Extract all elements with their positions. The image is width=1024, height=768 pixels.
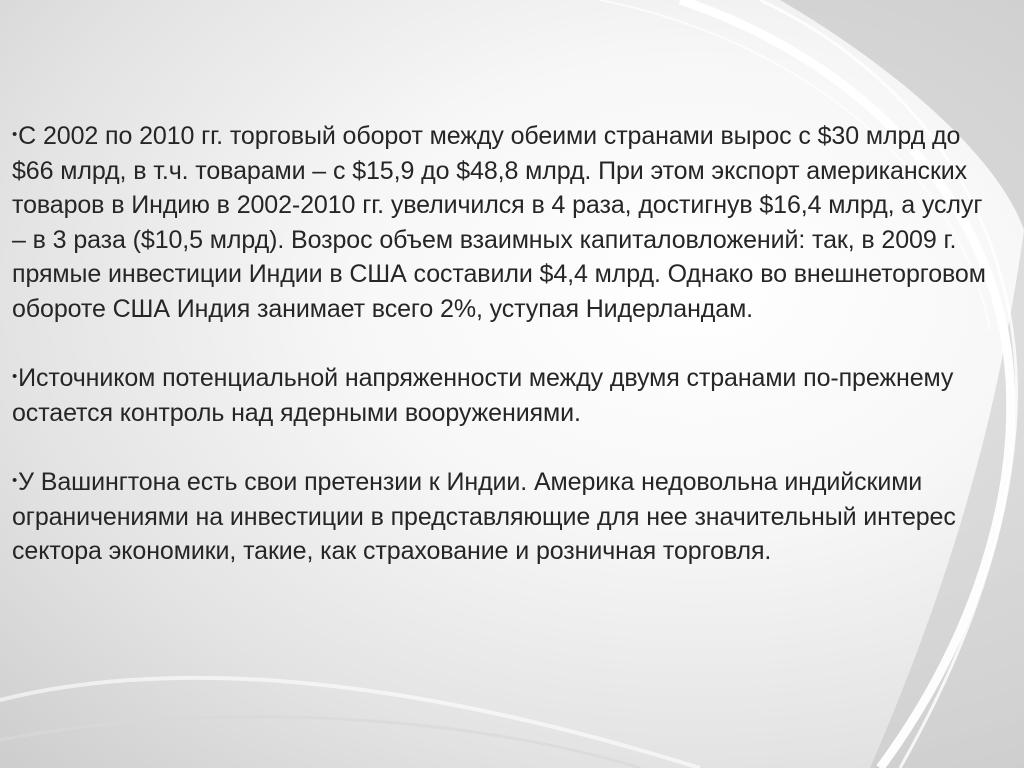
paragraph-claims-text: У Вашингтона есть свои претензии к Индии. Америка недовольна индийскими ограничениями на инвестиции в представляющие для нее значительный интерес сектора экономики, такие, как страхование и розничная торговля. xyxy=(12,468,956,565)
bullet-1: • xyxy=(12,126,18,143)
paragraph-claims xyxy=(12,464,1002,569)
bullet-3: • xyxy=(12,472,18,489)
paragraph-tension xyxy=(12,360,1002,430)
paragraph-trade xyxy=(12,118,1002,326)
paragraph-trade-text: С 2002 по 2010 гг. торговый оборот между обеими странами вырос с $30 млрд до $66 млрд, в т.ч. товарами – с $15,9 до $48,8 млрд. При этом экспорт американских товаров в Индию в 2002-2010 гг. увеличился в 4 раза, достигнув $16,4 млрд, а услуг – в 3 раза ($10,5 млрд). Возрос объем взаимных капиталовложений: так, в 2009 г. прямые инвестиции Индии в США составили $4,4 млрд. Однако во внешнеторговом обороте США Индия занимает всего 2%, уступая Нидерландам. xyxy=(12,122,986,323)
paragraph-tension-text: Источником потенциальной напряженности между двумя странами по-прежнему остается контроль над ядерными вооружениями. xyxy=(12,364,954,427)
bullet-2: • xyxy=(12,368,18,385)
slide-body xyxy=(12,118,1002,603)
